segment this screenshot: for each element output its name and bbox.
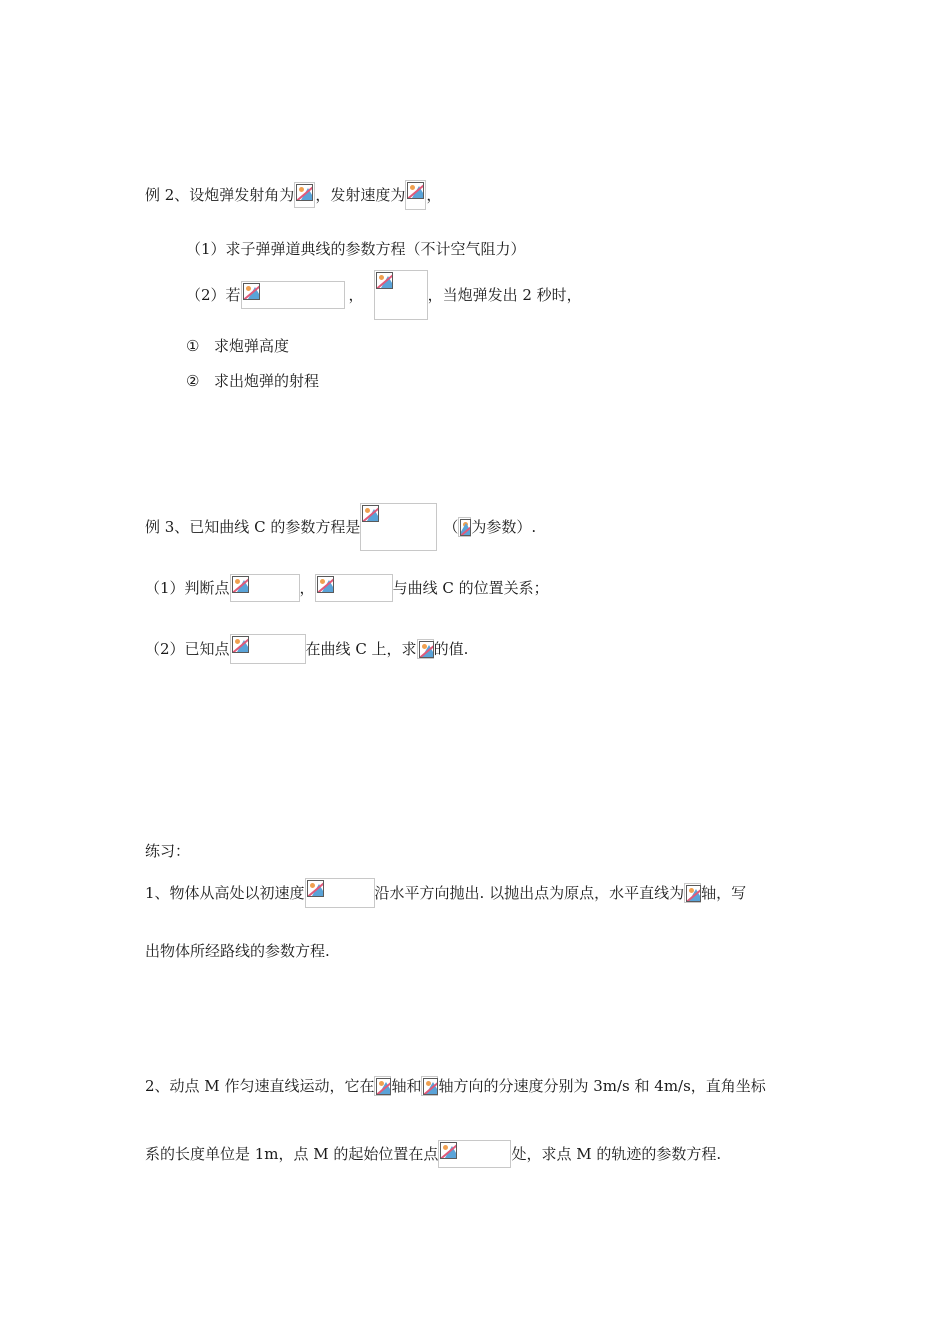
practice-p1-line2 — [145, 940, 330, 961]
ex3-q2-text-b: 在曲线 C 上，求 — [305, 640, 417, 658]
formula-image-icon — [294, 182, 315, 208]
formula-image-icon — [421, 1076, 438, 1096]
practice-p2 — [145, 1075, 766, 1096]
ex2-q2-text-b: ， — [348, 286, 364, 304]
formula-image-icon — [241, 281, 345, 309]
practice-p2-line2-text-b: 处，求点 M 的轨迹的参数方程. — [511, 1145, 722, 1163]
formula-image-icon — [230, 574, 300, 602]
ex2-line1-text-b: ，发射速度为 — [315, 186, 406, 204]
formula-image-icon — [458, 517, 471, 537]
formula-image-icon — [230, 634, 306, 664]
ex3-q1-text-b: ， — [299, 579, 315, 597]
ex3-q1 — [145, 574, 549, 602]
formula-image-icon — [374, 1076, 391, 1096]
ex2-sub1-num: ① — [186, 337, 200, 355]
formula-image-icon — [374, 270, 428, 320]
ex2-line1-text-c: ， — [426, 186, 442, 204]
ex2-line1-text-a: 例 2、设炮弹发射角为 — [145, 186, 295, 204]
ex2-q2-text-a: （2）若 — [186, 286, 241, 304]
practice-p1-text-a: 1、物体从高处以初速度 — [145, 884, 305, 902]
ex2-sub2 — [186, 370, 319, 391]
practice-p1-line2-text: 出物体所经路线的参数方程. — [145, 942, 330, 960]
formula-image-icon — [438, 1140, 511, 1168]
formula-image-icon — [417, 639, 434, 659]
ex2-sub1-text: 求炮弹高度 — [214, 337, 290, 355]
ex2-q1-text: （1）求子弹弹道典线的参数方程（不计空气阻力） — [186, 240, 526, 258]
ex2-line1 — [145, 180, 441, 210]
ex2-sub2-text: 求出炮弹的射程 — [214, 372, 320, 390]
formula-image-icon — [315, 574, 393, 602]
ex3-q1-text-a: （1）判断点 — [145, 579, 230, 597]
ex2-sub2-num: ② — [186, 372, 200, 390]
practice-p2-text-a: 2、动点 M 作匀速直线运动，它在 — [145, 1077, 375, 1095]
ex3-line1-text-b: （ — [443, 518, 459, 536]
practice-p2-line2-text-a: 系的长度单位是 1m，点 M 的起始位置在点 — [145, 1145, 439, 1163]
ex3-line1 — [145, 503, 536, 551]
practice-p1-text-b: 沿水平方向抛出. 以抛出点为原点，水平直线为 — [374, 884, 685, 902]
practice-p2-text-c: 轴方向的分速度分别为 3m/s 和 4m/s，直角坐标 — [438, 1077, 766, 1095]
ex3-q1-text-c: 与曲线 C 的位置关系； — [392, 579, 549, 597]
practice-title — [145, 840, 190, 861]
practice-title-text: 练习： — [145, 842, 191, 860]
ex2-q2-text-c: ，当炮弹发出 2 秒时， — [427, 286, 582, 304]
formula-image-icon — [684, 883, 701, 903]
formula-image-icon — [305, 878, 375, 908]
ex3-q2-text-c: 的值. — [433, 640, 469, 658]
ex3-line1-text-c: 为参数）. — [471, 518, 537, 536]
ex3-line1-text-a: 例 3、已知曲线 C 的参数方程是 — [145, 518, 361, 536]
formula-image-icon — [405, 180, 426, 210]
formula-image-icon — [360, 503, 437, 551]
practice-p2-line2 — [145, 1140, 721, 1168]
ex2-q1 — [186, 238, 526, 259]
ex3-q2-text-a: （2）已知点 — [145, 640, 230, 658]
ex2-sub1 — [186, 335, 289, 356]
practice-p2-text-b: 轴和 — [391, 1077, 422, 1095]
practice-p1 — [145, 878, 746, 908]
ex3-q2 — [145, 634, 468, 664]
practice-p1-text-c: 轴，写 — [701, 884, 747, 902]
ex2-q2 — [186, 270, 582, 320]
